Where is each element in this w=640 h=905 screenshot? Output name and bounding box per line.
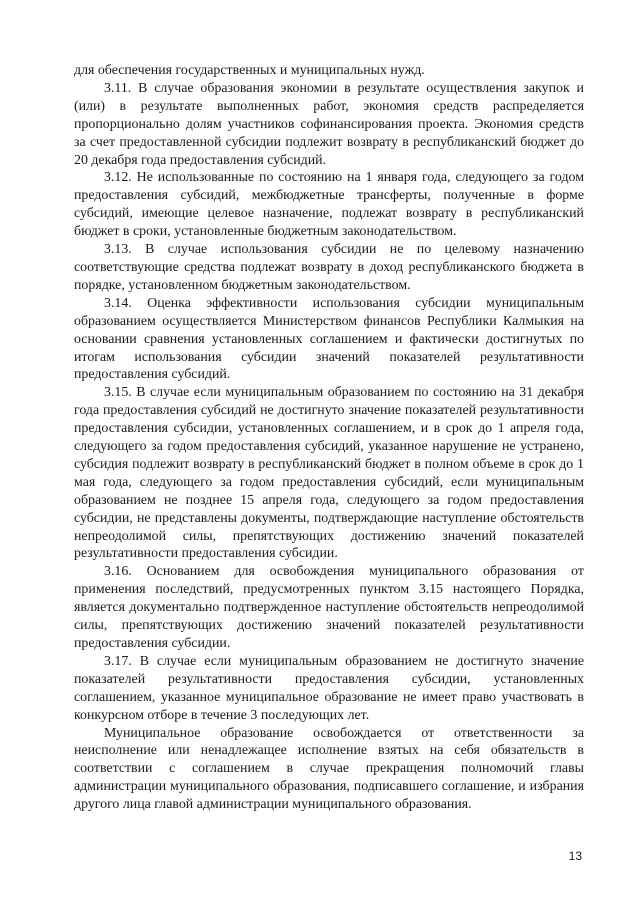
paragraph-liability-release: Муниципальное образование освобождается от ответственности за неисполнение или ненадлежащее исполнение взятых на себя обязательств в соответствии с соглашением в случае прекращения полномочий главы администрации муниципального образования, подписавшего соглашение, и избрания другого лица главой администрации муниципального образования.	[74, 725, 584, 813]
paragraph-3-14: 3.14. Оценка эффективности использования субсидии муниципальным образованием осуществляется Министерством финансов Республики Калмыкия на основании сравнения установленных соглашением и фактически достигнутых по итогам использования субсидии значений показателей результативности предоставления субсидий.	[74, 295, 584, 383]
paragraph-3-11: 3.11. В случае образования экономии в результате осуществления закупок и (или) в результате выполненных работ, экономия средств распределяется пропорционально долям участников софинансирования проекта. Экономия средств за счет предоставленной субсидии подлежит возврату в республиканский бюджет до 20 декабря года предоставления субсидий.	[74, 80, 584, 168]
paragraph-3-13: 3.13. В случае использования субсидии не по целевому назначению соответствующие средства подлежат возврату в доход республиканского бюджета в порядке, установленном бюджетным законодательством.	[74, 242, 584, 293]
paragraph-3-16: 3.16. Основанием для освобождения муниципального образования от применения последствий, предусмотренных пунктом 3.15 настоящего Порядка, является документально подтвержденное наступление обстоятельств непреодолимой силы, препятствующих достижению значений показателей результативности предоставления субсидии.	[74, 564, 584, 651]
paragraph-3-17: 3.17. В случае если муниципальным образованием не достигнуто значение показателей результативности предоставления субсидии, установленных соглашением, указанное муниципальное образование не имеет право участвовать в конкурсном отборе в течение 3 последующих лет.	[74, 653, 584, 723]
paragraph-3-12: 3.12. Не использованные по состоянию на 1 января года, следующего за годом предоставления субсидий, межбюджетные трансферты, полученные в форме субсидий, имеющие целевое назначение, подлежат возврату в республиканский бюджет в сроки, установленные бюджетным законодательством.	[74, 170, 584, 240]
page-number: 13	[568, 849, 582, 863]
paragraph-3-15: 3.15. В случае если муниципальным образованием по состоянию на 31 декабря года предоставления субсидий не достигнуто значение показателей результативности предоставления субсидии, установленных соглашением, и в срок до 1 апреля года, следующего за годом предоставления субсидий, указанное нарушение не устранено, субсидия подлежит возврату в республиканский бюджет в полном объеме в срок до 1 мая года, следующего за годом предоставления субсидий, если муниципальным образованием не позднее 15 апреля года, следующего за годом предоставления субсидии, не представлены документы, подтверждающие наступление обстоятельств непреодолимой силы, препятствующих достижению значений показателей результативности предоставления субсидии.	[74, 385, 584, 562]
paragraph-continuation: для обеспечения государственных и муниципальных нужд.	[74, 63, 425, 78]
